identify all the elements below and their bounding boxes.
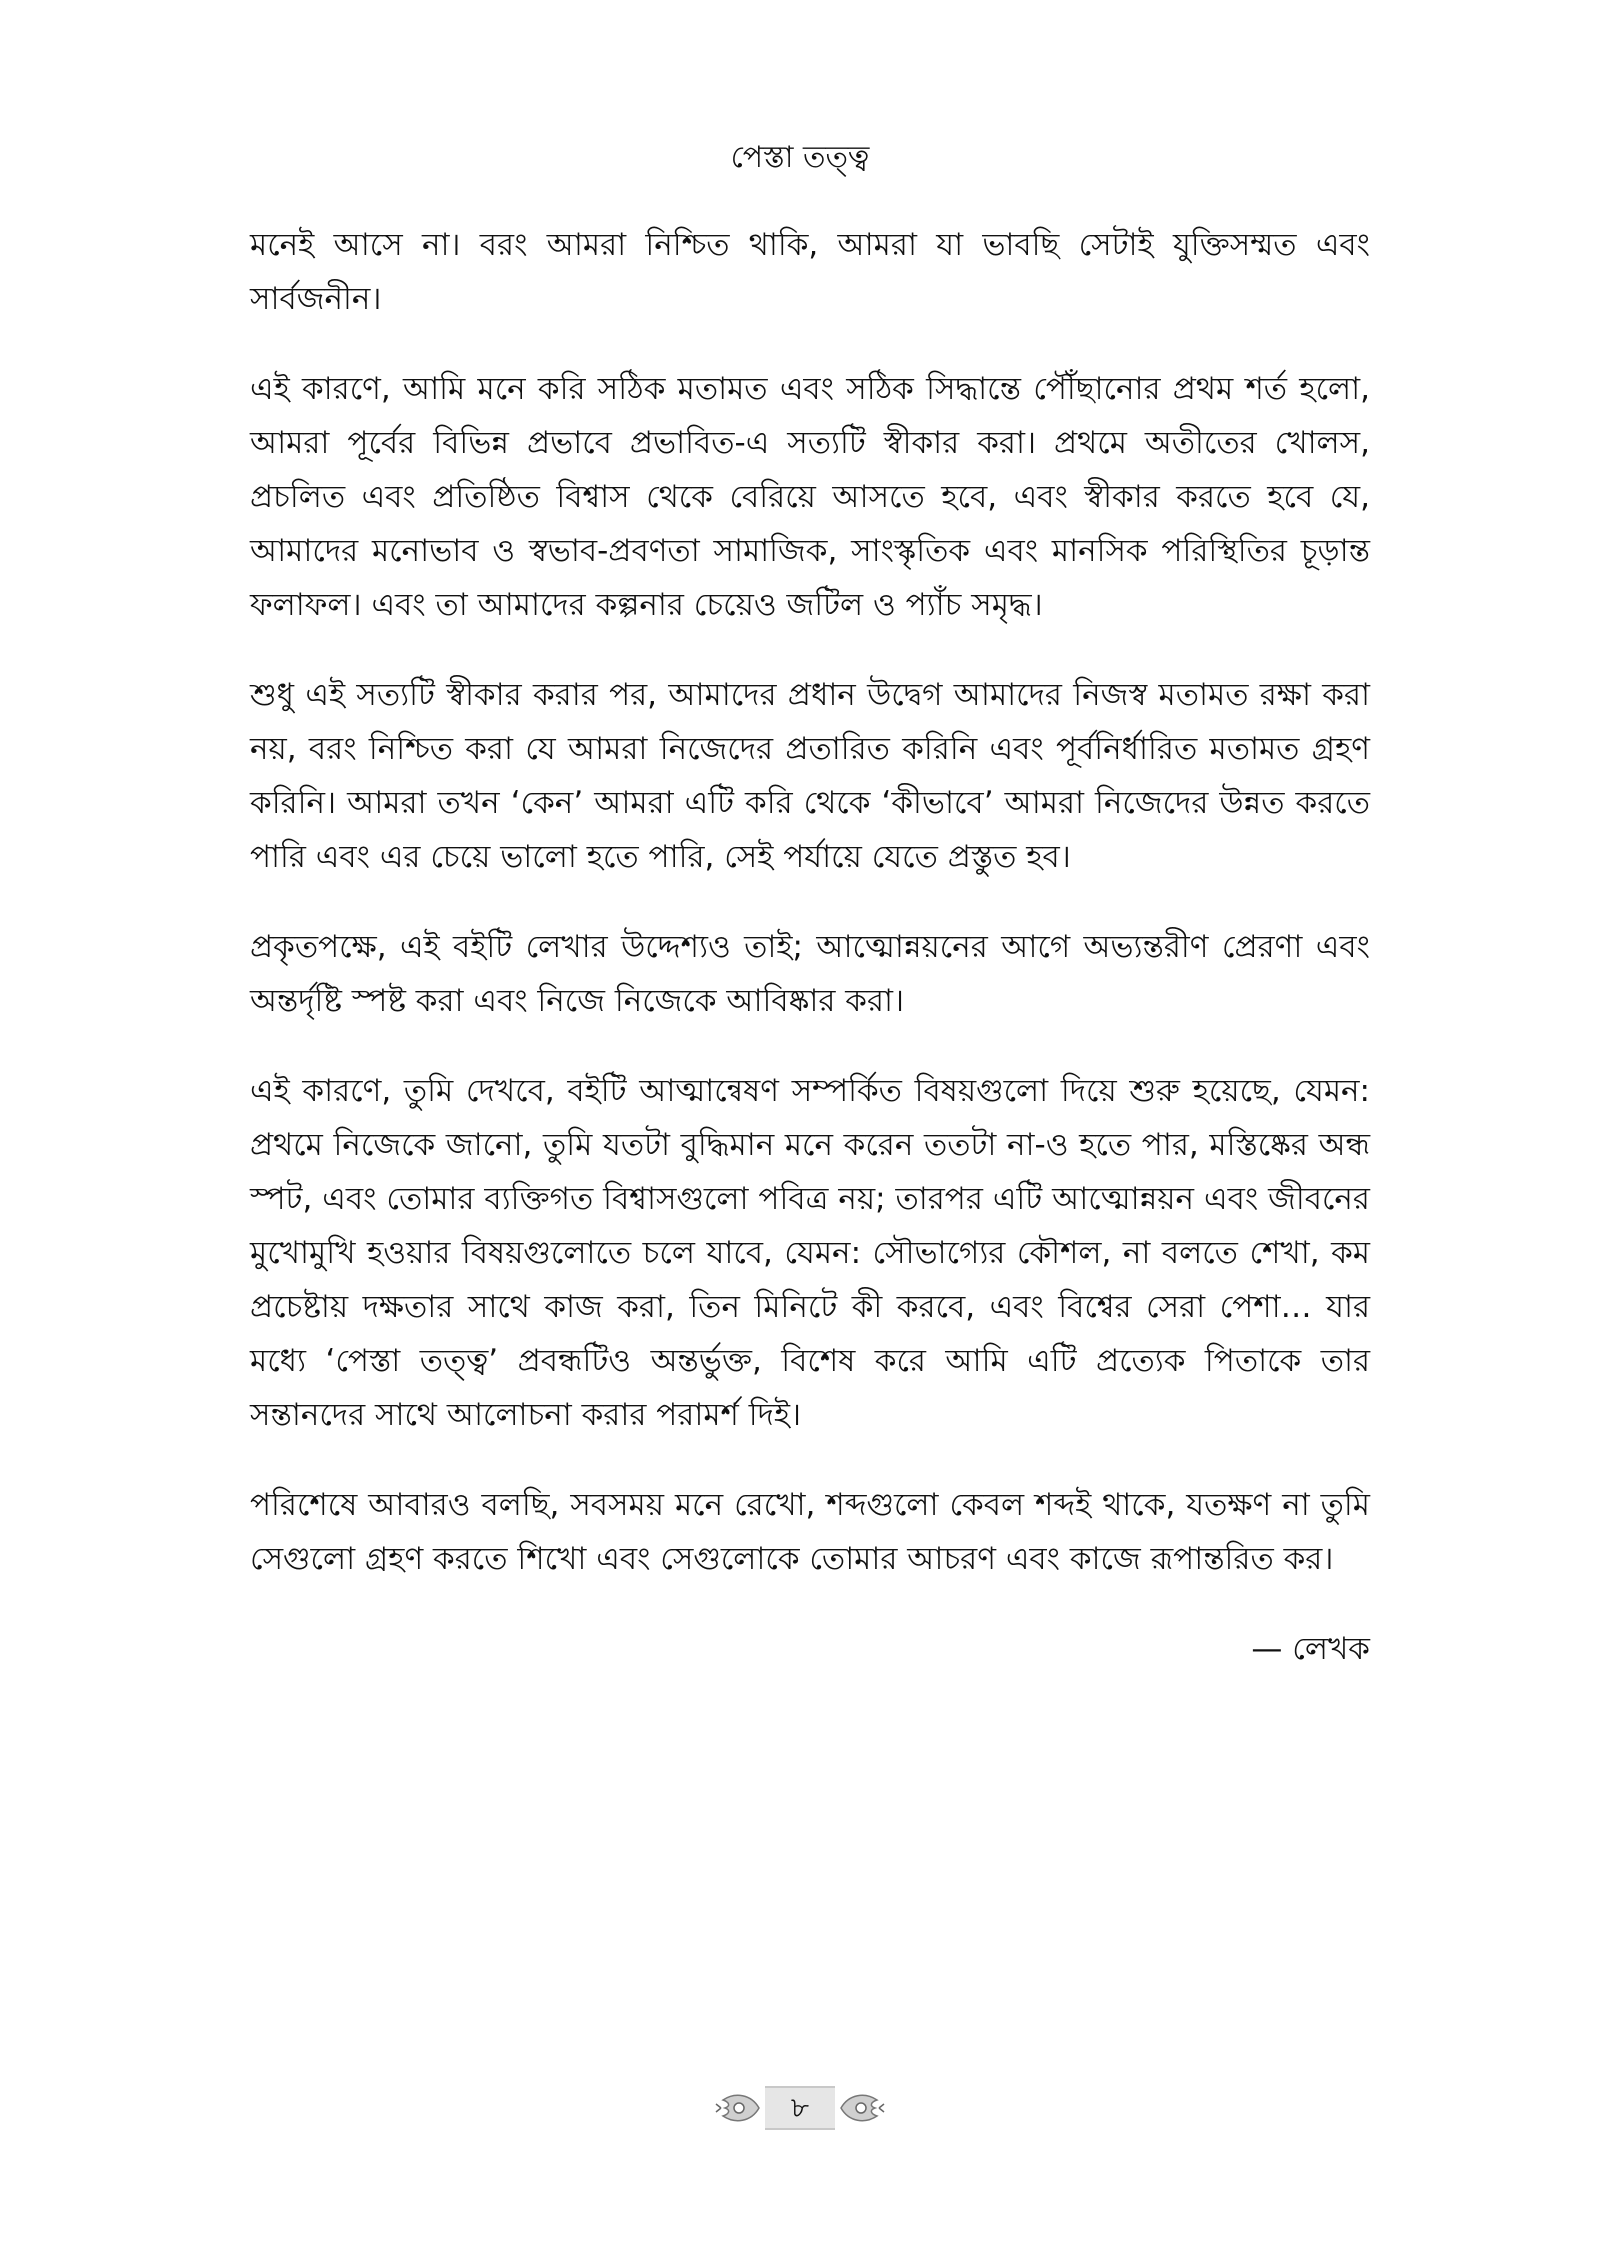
paragraph-4: প্রকৃতপক্ষে, এই বইটি লেখার উদ্দেশ্যও তাই; আত্মোন্নয়নের আগে অভ্যন্তরীণ প্রেরণা এবং অন্তর্দৃষ্টি স্পষ্ট করা এবং নিজে নিজেকে আবিষ্কার করা। <box>250 929 1370 1019</box>
paragraph-2: এই কারণে, আমি মনে করি সঠিক মতামত এবং সঠিক সিদ্ধান্তে পৌঁছানোর প্রথম শর্ত হলো, আমরা পূর্বের বিভিন্ন প্রভাবে প্রভাবিত-এ সত্যটি স্বীকার করা। প্রথমে অতীতের খোলস, প্রচলিত এবং প্রতিষ্ঠিত বিশ্বাস থেকে বেরিয়ে আসতে হবে, এবং স্বীকার করতে হবে যে, আমাদের মনোভাব ও স্বভাব-প্রবণতা সামাজিক, সাংস্কৃতিক এবং মানসিক পরিস্থিতির চূড়ান্ত ফলাফল। এবং তা আমাদের কল্পনার চেয়েও জটিল ও প্যাঁচ সমৃদ্ধ। <box>250 371 1370 623</box>
paragraph-5: এই কারণে, তুমি দেখবে, বইটি আত্মান্বেষণ সম্পর্কিত বিষয়গুলো দিয়ে শুরু হয়েছে, যেমন: প্রথমে নিজেকে জানো, তুমি যতটা বুদ্ধিমান মনে করেন ততটা না-ও হতে পার, মস্তিষ্কের অন্ধ স্পট, এবং তোমার ব্যক্তিগত বিশ্বাসগুলো পবিত্র নয়; তারপর এটি আত্মোন্নয়ন এবং জীবনের মুখোমুখি হওয়ার বিষয়গুলোতে চলে যাবে, যেমন: সৌভাগ্যের কৌশল, না বলতে শেখা, কম প্রচেষ্টায় দক্ষতার সাথে কাজ করা, তিন মিনিটে কী করবে, এবং বিশ্বের সেরা পেশা… যার মধ্যে ‘পেস্তা তত্ত্ব’ প্রবন্ধটিও অন্তর্ভুক্ত, বিশেষ করে আমি এটি প্রত্যেক পিতাকে তার সন্তানদের সাথে আলোচনা করার পরামর্শ দিই। <box>250 1073 1370 1433</box>
running-header: পেস্তা তত্ত্ব <box>730 140 870 175</box>
right-ornament-icon <box>839 2088 885 2128</box>
page-footer <box>0 2086 1600 2130</box>
paragraph-3: শুধু এই সত্যটি স্বীকার করার পর, আমাদের প্রধান উদ্বেগ আমাদের নিজস্ব মতামত রক্ষা করা নয়, বরং নিশ্চিত করা যে আমরা নিজেদের প্রতারিত করিনি এবং পূর্বনির্ধারিত মতামত গ্রহণ করিনি। আমরা তখন ‘কেন’ আমরা এটি করি থেকে ‘কীভাবে’ আমরা নিজেদের উন্নত করতে পারি এবং এর চেয়ে ভালো হতে পারি, সেই পর্যায়ে যেতে প্রস্তুত হব। <box>250 677 1370 875</box>
page-number: ৮ <box>765 2086 835 2130</box>
left-ornament-icon <box>715 2088 761 2128</box>
page-body <box>250 218 1370 1676</box>
author-signature: — লেখক <box>1251 1631 1370 1667</box>
paragraph-6: পরিশেষে আবারও বলছি, সবসময় মনে রেখো, শব্দগুলো কেবল শব্দই থাকে, যতক্ষণ না তুমি সেগুলো গ্রহণ করতে শিখো এবং সেগুলোকে তোমার আচরণ এবং কাজে রূপান্তরিত কর। <box>250 1487 1370 1577</box>
paragraph-1: মনেই আসে না। বরং আমরা নিশ্চিত থাকি, আমরা যা ভাবছি সেটাই যুক্তিসম্মত এবং সার্বজনীন। <box>250 227 1370 317</box>
page-number-ornament <box>715 2086 885 2130</box>
